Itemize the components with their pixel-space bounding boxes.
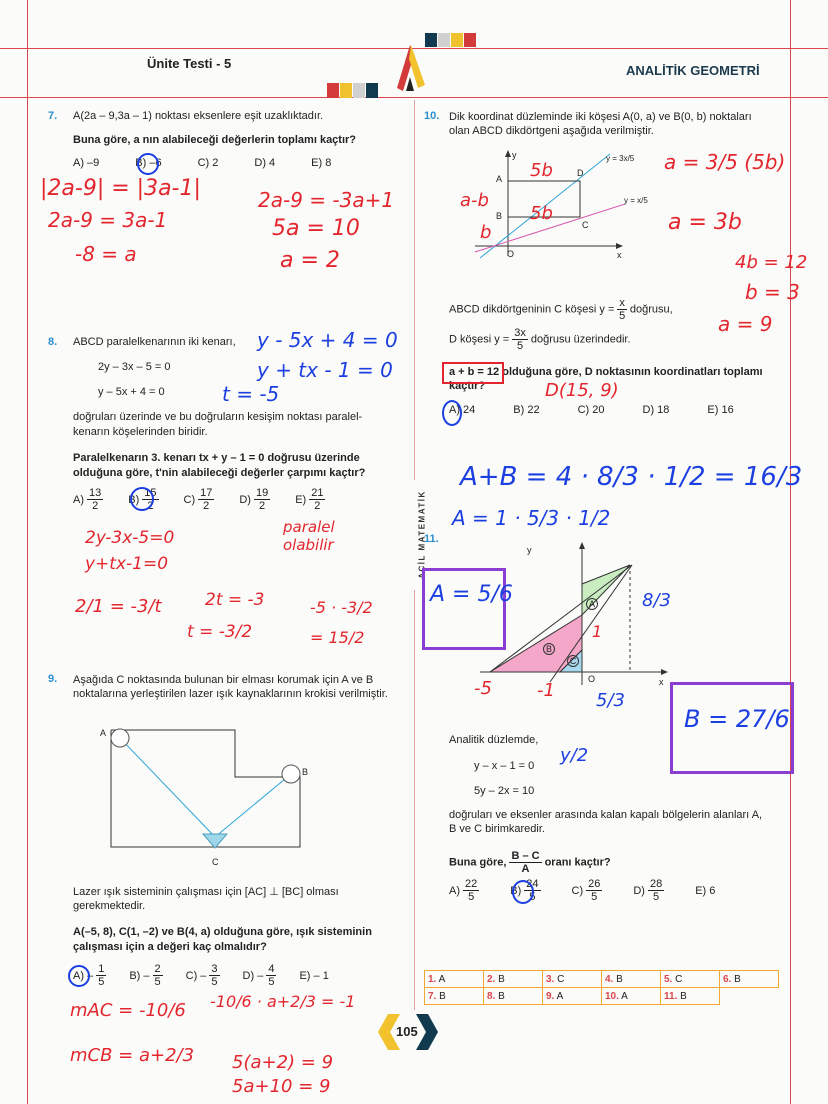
answer-key-cell: 8. B	[484, 988, 543, 1005]
q10-line1-label: y = 3x/5	[606, 154, 635, 163]
denominator: 5	[653, 891, 660, 903]
handwritten-note: 5a+10 = 9	[232, 1076, 331, 1097]
answer-key-cell: 10. A	[602, 988, 661, 1005]
q9-options	[73, 963, 329, 988]
q10-point-a: A	[496, 174, 503, 184]
region-c-label: C	[567, 655, 579, 667]
q10-option-b[interactable]: B) 22	[513, 404, 540, 416]
option-letter: A)	[73, 493, 84, 506]
denominator: 5	[468, 891, 475, 903]
q8-eq1: 2y – 3x – 5 = 0	[98, 361, 171, 373]
answer-key-row	[425, 988, 779, 1005]
highlight-box-a	[422, 568, 506, 650]
q7-options	[73, 157, 331, 169]
q10-origin-label: O	[507, 249, 515, 259]
q10-point-d: D	[577, 168, 584, 178]
q10-options	[449, 404, 734, 416]
q11-x-label: x	[659, 677, 664, 687]
q10-text: Dik koordinat düzleminde iki köşesi A(0, a) ve B(0, b) noktaları olan ABCD dikdörtgeni aşağıda verilmiştir.	[449, 111, 752, 137]
numerator: 26	[588, 878, 601, 890]
text: oranı kaçtır?	[544, 856, 611, 869]
denominator: 5	[591, 891, 598, 903]
numerator: B – C	[511, 850, 540, 862]
q7-number: 7.	[48, 110, 58, 122]
q9-question: A(–5, 8), C(1, –2) ve B(4, a) olduğuna göre, ışık sisteminin çalışması için a değeri kaç olmalıdır?	[73, 926, 372, 953]
denominator: 2	[147, 500, 154, 512]
q8-option-d[interactable]	[239, 487, 273, 512]
subject-title: ANALİTİK GEOMETRİ	[626, 63, 760, 78]
option-letter: C)	[183, 493, 196, 506]
handwritten-note: t = -5	[222, 382, 280, 406]
option-letter: D)	[239, 493, 251, 506]
q8-question: Paralelkenarın 3. kenarı tx + y – 1 = 0 doğrusu üzerinde olduğuna göre, t'nin alabileceği değerler çarpımı kaçtır?	[73, 452, 366, 479]
q8-eq2: y – 5x + 4 = 0	[98, 386, 165, 398]
selected-answer-circle	[442, 400, 462, 426]
handwritten-note: A+B = 4 · 8/3 · 1/2 = 16/3	[460, 462, 803, 492]
handwritten-note: -1	[537, 680, 555, 701]
handwritten-note: a-b	[460, 190, 489, 211]
handwritten-note: 2/1 = -3/t	[75, 596, 162, 617]
region-b-label: B	[543, 643, 555, 655]
denominator: 5	[211, 976, 218, 988]
q10-x-label: x	[617, 250, 622, 260]
text: D köşesi y =	[449, 333, 510, 346]
q9-text: Aşağıda C noktasında bulunan bir elması korumak için A ve B noktalarına yerleştirilen lazer ışık kaynaklarının krokisi verilmiştir.	[73, 674, 388, 700]
option-letter: E) 6	[695, 884, 716, 897]
answer-key-cell: 6. B	[720, 971, 779, 988]
option-letter: E)	[299, 969, 311, 982]
handwritten-note: y - 5x + 4 = 0	[257, 328, 398, 352]
handwritten-note: mAC = -10/6	[70, 1000, 186, 1021]
numerator: 17	[200, 487, 213, 499]
q10-text-d: D köşesi y = $\frac{3x}{5}$ doğrusu üzerindedir.	[449, 327, 631, 352]
q10-number: 10.	[424, 110, 440, 122]
q11-option-e[interactable]	[695, 878, 715, 903]
q9-option-d[interactable]	[243, 963, 280, 988]
q10-y-label: y	[512, 150, 517, 160]
q8-number: 8.	[48, 336, 58, 348]
denominator: 2	[92, 500, 99, 512]
q10-option-a[interactable]: A) 24	[449, 404, 476, 416]
selected-answer-circle	[512, 880, 534, 904]
denominator: 5	[529, 891, 536, 903]
q10-option-d[interactable]: D) 18	[642, 404, 670, 416]
answer-key-row	[425, 971, 779, 988]
handwritten-note: mCB = a+2/3	[70, 1045, 195, 1066]
q9-diagram	[95, 722, 315, 872]
margin-line-left	[27, 0, 28, 1104]
q10-graph	[470, 148, 650, 263]
text: ABCD dikdörtgeninin C köşesi y =	[449, 303, 615, 316]
logo	[325, 33, 485, 99]
handwritten-note: y+tx-1=0	[85, 554, 169, 574]
handwritten-note: 2a-9 = 3a-1	[48, 208, 168, 232]
option-letter: C)	[571, 884, 584, 897]
handwritten-note: 5(a+2) = 9	[232, 1052, 334, 1073]
text: doğrusu,	[629, 303, 673, 316]
option-letter: A)	[449, 884, 460, 897]
numerator: 22	[465, 878, 478, 890]
handwritten-note: -5 · -3/2	[310, 598, 373, 617]
q10-option-c[interactable]: C) 20	[577, 404, 605, 416]
handwritten-note: 2a-9 = -3a+1	[258, 188, 395, 212]
handwritten-note: 1	[592, 622, 603, 641]
sign: – 1	[313, 969, 329, 982]
q7-option-c[interactable]: C) 2	[197, 157, 219, 169]
handwritten-note: a = 2	[280, 248, 340, 273]
handwritten-note: b = 3	[745, 280, 800, 304]
q10-text-c: ABCD dikdörtgeninin C köşesi y = $\frac{x}{5}$ doğrusu,	[449, 297, 673, 322]
q11-question	[449, 850, 611, 875]
answer-key-cell: 5. C	[661, 971, 720, 988]
numerator: 13	[89, 487, 102, 499]
q9-number: 9.	[48, 673, 58, 685]
handwritten-note: 2y-3x-5=0	[85, 528, 175, 548]
handwritten-note: a = 3b	[668, 210, 742, 235]
q11-eq1: y – x – 1 = 0	[474, 760, 535, 772]
numerator: 28	[649, 878, 663, 890]
text: doğrusu üzerindedir.	[530, 333, 631, 346]
answer-key-cell: 9. A	[543, 988, 602, 1005]
q10-point-c: C	[582, 220, 589, 230]
denominator: 2	[259, 500, 266, 512]
option-letter: A)	[73, 969, 84, 982]
handwritten-note: |2a-9| = |3a-1|	[40, 176, 201, 201]
q11-option-d[interactable]	[633, 878, 667, 903]
q11-option-a[interactable]	[449, 878, 482, 903]
region-a-label: A	[586, 598, 598, 610]
q11-options	[449, 878, 715, 903]
numerator: 1	[98, 963, 105, 975]
option-letter: D)	[242, 969, 255, 982]
answer-key-table	[424, 970, 779, 1005]
highlight-box-condition	[442, 362, 504, 384]
handwritten-note: a = 3/5 (5b)	[664, 150, 786, 174]
q10-line2-label: y = x/5	[624, 196, 648, 205]
denominator: 5	[98, 976, 105, 988]
q8-option-e[interactable]	[295, 487, 328, 512]
answer-key-cell: 2. B	[484, 971, 543, 988]
q11-text: Analitik düzlemde,	[449, 734, 539, 746]
option-letter: E)	[295, 493, 307, 506]
handwritten-note: -8 = a	[75, 242, 137, 266]
q11-eq2: 5y – 2x = 10	[474, 785, 535, 797]
denominator: 2	[314, 500, 321, 512]
sign: –	[87, 969, 94, 982]
column-divider-lower	[414, 590, 415, 1010]
handwritten-note: A = 5/6	[430, 582, 513, 607]
handwritten-note: A = 1 · 5/3 · 1/2	[452, 506, 611, 530]
handwritten-note: 4b = 12	[735, 252, 808, 273]
handwritten-note: 5a = 10	[272, 216, 360, 241]
q10-condition: a + b = 12	[449, 366, 500, 378]
q9-option-c[interactable]	[186, 963, 223, 988]
q11-option-c[interactable]	[572, 878, 606, 903]
q7-option-a[interactable]: A) –9	[73, 157, 100, 169]
sign: –	[257, 969, 264, 982]
option-letter: B)	[510, 884, 522, 897]
q10-point-b: B	[496, 211, 503, 221]
handwritten-note: b	[480, 222, 492, 243]
option-letter: C)	[185, 969, 198, 982]
diamond-icon	[203, 834, 227, 848]
option-letter: D)	[633, 884, 645, 897]
handwritten-note: D(15, 9)	[545, 380, 619, 401]
selected-answer-circle	[130, 487, 154, 511]
numerator: 19	[255, 487, 269, 499]
q11-number: 11.	[424, 533, 439, 545]
q8-text: ABCD paralelkenarının iki kenarı,	[73, 336, 236, 348]
q8-option-a[interactable]	[73, 487, 106, 512]
q7-option-b[interactable]: B) –6	[135, 157, 162, 169]
numerator: 15	[144, 487, 157, 499]
selected-answer-circle	[135, 153, 162, 175]
handwritten-note: 5/3	[596, 690, 625, 711]
handwritten-note: a = 9	[718, 312, 773, 336]
denominator: 5	[154, 976, 161, 988]
q9-option-e[interactable]	[299, 963, 328, 988]
selected-answer-circle	[68, 965, 90, 987]
handwritten-note: -10/6 · a+2/3 = -1	[210, 992, 356, 1011]
sign: –	[200, 969, 207, 982]
q8-text2: doğruları üzerinde ve bu doğruların kesişim noktası paralel-kenarın köşelerinden biridir.	[73, 411, 363, 438]
answer-key-cell: 4. B	[602, 971, 661, 988]
answer-key-cell: 11. B	[661, 988, 720, 1005]
q9-label-a: A	[100, 728, 107, 738]
numerator: 4	[268, 963, 275, 975]
q8-option-c[interactable]	[184, 487, 218, 512]
handwritten-note: = 15/2	[310, 628, 365, 647]
text: Buna göre,	[449, 856, 507, 869]
margin-line-right	[790, 0, 791, 1104]
handwritten-note: t = -3/2	[187, 622, 253, 642]
denominator: A	[521, 863, 530, 875]
handwritten-note: 8/3	[642, 590, 671, 611]
q9-label-b: B	[302, 767, 309, 777]
sign: –	[143, 969, 150, 982]
q9-option-b[interactable]	[129, 963, 165, 988]
denominator: 5	[268, 976, 275, 988]
unit-title: Ünite Testi - 5	[147, 56, 232, 71]
column-divider	[414, 100, 415, 480]
answer-key-cell: 1. A	[425, 971, 484, 988]
handwritten-note: -5	[474, 678, 492, 699]
handwritten-note: y/2	[560, 745, 589, 766]
q7-question: Buna göre, a nın alabileceği değerlerin toplamı kaçtır?	[73, 134, 357, 146]
side-label: ACİL MATEMATİK	[417, 490, 427, 579]
handwritten-note: paralel olabilir	[283, 518, 335, 554]
answer-key-cell: 7. B	[425, 988, 484, 1005]
page-number: 105	[396, 1024, 418, 1039]
numerator: 3	[211, 963, 218, 975]
answer-key-cell: 3. C	[543, 971, 602, 988]
numerator: 21	[311, 487, 324, 499]
handwritten-note: y + tx - 1 = 0	[257, 358, 393, 382]
q7-text: A(2a – 9,3a – 1) noktası eksenlere eşit uzaklıktadır.	[73, 110, 324, 122]
handwritten-note: B = 27/6	[684, 705, 790, 733]
q10-option-e[interactable]: E) 16	[707, 404, 734, 416]
option-letter: B)	[129, 969, 141, 982]
q11-text2: doğruları ve eksenler arasında kalan kapalı bölgelerin alanları A, B ve C birimkaredir.	[449, 809, 763, 835]
denominator: 2	[203, 500, 210, 512]
numerator: 24	[526, 878, 539, 890]
q11-y-label: y	[527, 545, 532, 555]
q7-option-d[interactable]: D) 4	[254, 157, 276, 169]
handwritten-note: 2t = -3	[205, 590, 265, 610]
q8-options	[73, 487, 328, 512]
q9-label-c: C	[212, 857, 219, 867]
q7-option-e[interactable]: E) 8	[311, 157, 332, 169]
q10-question-text: olduğuna göre, D noktasının koordinatları toplamı kaçtır?	[449, 366, 763, 392]
answer-key-empty	[720, 988, 779, 1005]
option-letter: B)	[128, 493, 140, 506]
q11-origin-label: O	[588, 674, 596, 684]
handwritten-note: 5b	[530, 203, 553, 224]
q9-text2: Lazer ışık sisteminin çalışması için [AC] ⊥ [BC] olması gerekmektedir.	[73, 886, 339, 912]
handwritten-note: 5b	[530, 160, 553, 181]
numerator: 2	[154, 963, 161, 975]
